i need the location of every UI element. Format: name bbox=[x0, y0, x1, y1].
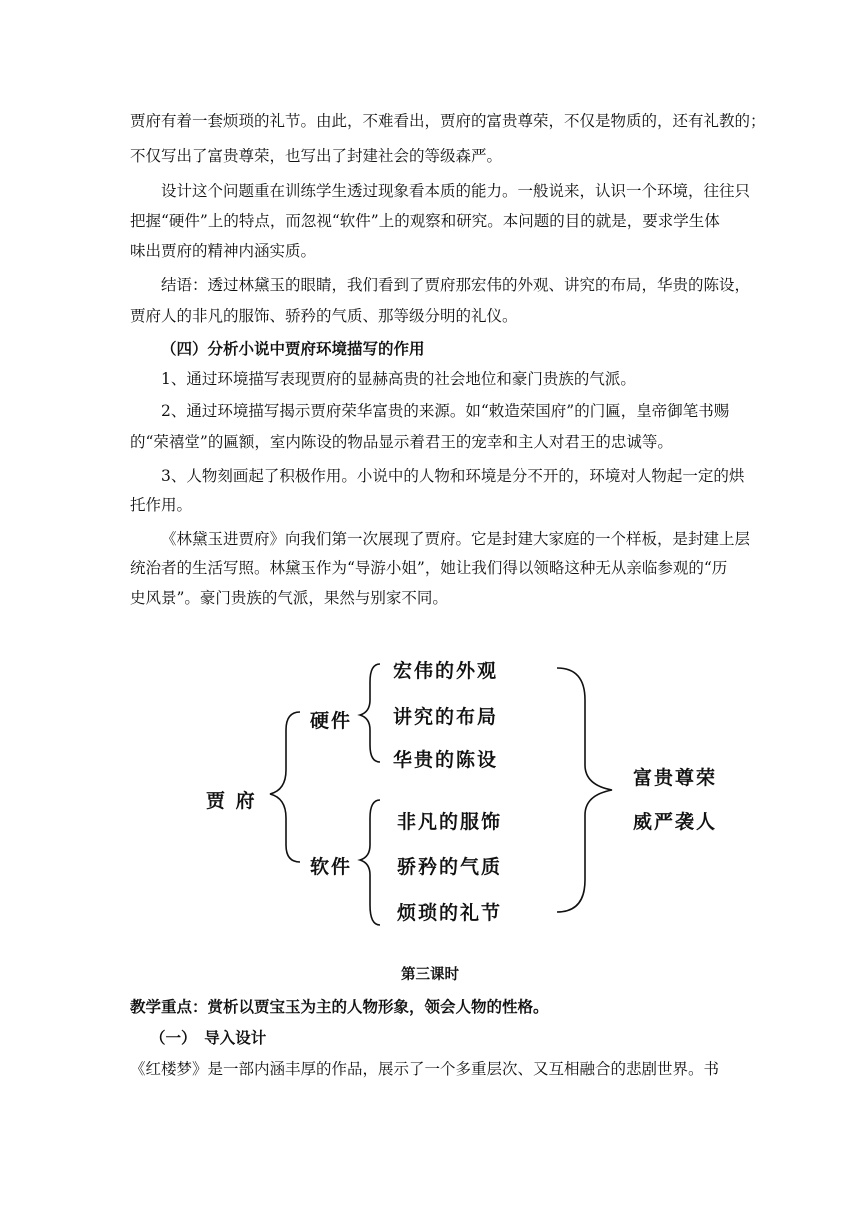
conclusion-item: 威严袭人 bbox=[633, 811, 718, 833]
closing-brace bbox=[557, 668, 612, 912]
software-brace bbox=[360, 800, 380, 925]
paragraph-line: 把握“硬件”上的特点，而忽视“软件”上的观察和研究。本问题的目的就是，要求学生体 bbox=[130, 212, 720, 230]
paragraph-line: 不仅写出了富贵尊荣，也写出了封建社会的等级森严。 bbox=[130, 147, 503, 165]
paragraph-line: 《红楼梦》是一部内涵丰厚的作品，展示了一个多重层次、又互相融合的悲剧世界。书 bbox=[130, 1060, 720, 1078]
list-item: 托作用。 bbox=[130, 496, 193, 514]
section-heading: （一） 导入设计 bbox=[150, 1028, 267, 1047]
paragraph-line: 贾府人的非凡的服饰、骄矜的气质、那等级分明的礼仪。 bbox=[130, 307, 518, 325]
lesson-title: 第三课时 bbox=[401, 966, 459, 983]
paragraph-line: 史风景”。豪门贵族的气派，果然与别家不同。 bbox=[130, 589, 448, 607]
software-item: 烦琐的礼节 bbox=[397, 902, 503, 924]
hardware-brace bbox=[360, 664, 380, 762]
software-label: 软件 bbox=[310, 856, 353, 878]
list-item: 1、通过环境描写表现贾府的显赫高贵的社会地位和豪门贵族的气派。 bbox=[161, 370, 636, 388]
list-item: 3、人物刻画起了积极作用。小说中的人物和环境是分不开的，环境对人物起一定的烘 bbox=[161, 467, 745, 485]
list-item: 2、通过环境描写揭示贾府荣华富贵的来源。如“敕造荣国府”的门匾，皇帝御笔书赐 bbox=[161, 402, 730, 420]
section-heading: （四）分析小说中贾府环境描写的作用 bbox=[161, 339, 425, 358]
paragraph-line: 《林黛玉进贾府》向我们第一次展现了贾府。它是封建大家庭的一个样板，是封建上层 bbox=[161, 530, 751, 548]
conclusion-item: 富贵尊荣 bbox=[633, 767, 718, 789]
software-item: 非凡的服饰 bbox=[397, 811, 503, 833]
hardware-item: 华贵的陈设 bbox=[393, 749, 499, 771]
paragraph-line: 味出贾府的精神内涵实质。 bbox=[130, 242, 317, 260]
root-brace bbox=[270, 712, 300, 862]
paragraph-line: 统治者的生活写照。林黛玉作为“导游小姐”，她让我们得以领略这种无从亲临参观的“历 bbox=[130, 559, 728, 577]
list-item: 的“荣禧堂”的匾额，室内陈设的物品显示着君王的宠幸和主人对君王的忠诚等。 bbox=[130, 433, 673, 451]
paragraph-line: 设计这个问题重在训练学生透过现象看本质的能力。一般说来，认识一个环境，往往只 bbox=[161, 182, 751, 200]
teaching-focus: 教学重点：赏析以贾宝玉为主的人物形象，领会人物的性格。 bbox=[130, 997, 549, 1016]
hardware-item: 宏伟的外观 bbox=[393, 660, 499, 682]
paragraph-line: 贾府有着一套烦琐的礼节。由此，不难看出，贾府的富贵尊荣，不仅是物质的，还有礼教的； bbox=[130, 112, 766, 130]
software-item: 骄矜的气质 bbox=[397, 856, 503, 878]
hardware-item: 讲究的布局 bbox=[393, 706, 499, 728]
diagram-root: 贾 府 bbox=[206, 790, 257, 812]
paragraph-line: 结语：透过林黛玉的眼睛，我们看到了贾府那宏伟的外观、讲究的布局，华贵的陈设， bbox=[161, 276, 751, 294]
hardware-label: 硬件 bbox=[310, 710, 353, 732]
